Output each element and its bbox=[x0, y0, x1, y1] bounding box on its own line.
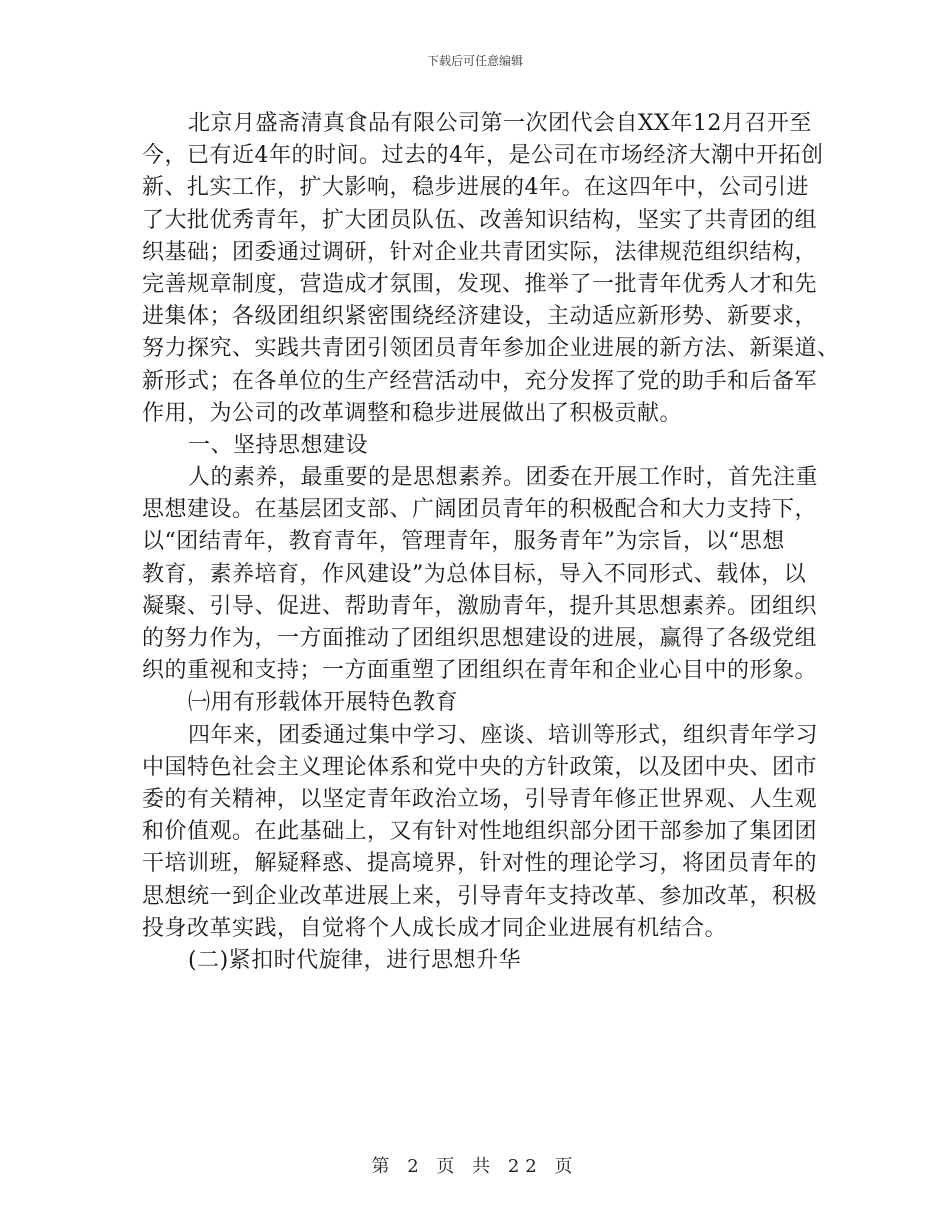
text-line: 思想统一到企业改革进展上来，引导青年支持改革、参加改革，积极 bbox=[142, 883, 818, 909]
text-line: 北京月盛斋清真食品有限公司第一次团代会自XX年12月召开至 bbox=[188, 111, 812, 136]
text-line: (二)紧扣时代旋律，进行思想升华 bbox=[188, 947, 522, 973]
text-line: 作用，为公司的改革调整和稳步进展做出了积极贡献。 bbox=[142, 400, 683, 426]
text-line: 新形式；在各单位的生产经营活动中，充分发挥了党的助手和后备军 bbox=[142, 368, 818, 394]
text-line: 了大批优秀青年，扩大团员队伍、改善知识结构，坚实了共青团的组 bbox=[142, 207, 818, 233]
text-line: 思想建设。在基层团支部、广阔团员青年的积极配合和大力支持下， bbox=[142, 497, 818, 523]
text-line: 织基础；团委通过调研，针对企业共青团实际，法律规范组织结构， bbox=[142, 239, 818, 265]
text-line: 教育，素养培育，作风建设”为总体目标，导入不同形式、载体，以 bbox=[142, 561, 807, 587]
text-line: 凝聚、引导、促进、帮助青年，激励青年，提升其思想素养。团组织 bbox=[142, 593, 818, 619]
text-line: 完善规章制度，营造成才氛围，发现、推举了一批青年优秀人才和先 bbox=[142, 271, 818, 297]
text-line: 一、坚持思想建设 bbox=[188, 432, 369, 458]
text-line: 努力探究、实践共青团引领团员青年参加企业进展的新方法、新渠道、 bbox=[142, 336, 840, 362]
page-header: 下载后可任意编辑 bbox=[426, 54, 523, 68]
text-line: 和价值观。在此基础上，又有针对性地组织部分团干部参加了集团团 bbox=[142, 819, 818, 845]
text-line: ㈠用有形载体开展特色教育 bbox=[188, 690, 459, 716]
text-line: 的努力作为，一方面推动了团组织思想建设的进展，赢得了各级党组 bbox=[142, 626, 818, 651]
text-line: 投身改革实践，自觉将个人成长成才同企业进展有机结合。 bbox=[142, 915, 728, 941]
text-line: 以“团结青年，教育青年，管理青年，服务青年”为宗旨，以“思想 bbox=[142, 529, 785, 555]
text-line: 干培训班，解疑释惑、提高境界，针对性的理论学习，将团员青年的 bbox=[142, 851, 818, 877]
text-line: 四年来，团委通过集中学习、座谈、培训等形式，组织青年学习 bbox=[188, 722, 819, 748]
text-line: 新、扎实工作，扩大影响，稳步进展的4年。在这四年中，公司引进 bbox=[142, 175, 809, 201]
page-footer: 第 2 页 共 22 页 bbox=[371, 1156, 579, 1177]
text-line: 进集体；各级团组织紧密围绕经济建设，主动适应新形势、新要求， bbox=[142, 304, 818, 330]
document-body bbox=[142, 108, 840, 977]
text-line: 委的有关精神，以坚定青年政治立场，引导青年修正世界观、人生观 bbox=[142, 786, 818, 812]
text-line: 中国特色社会主义理论体系和党中央的方针政策，以及团中央、团市 bbox=[142, 754, 818, 780]
text-line: 人的素养，最重要的是思想素养。团委在开展工作时，首先注重 bbox=[188, 465, 819, 491]
text-line: 今，已有近4年的时间。过去的4年，是公司在市场经济大潮中开拓创 bbox=[142, 143, 824, 169]
text-line: 织的重视和支持；一方面重塑了团组织在青年和企业心目中的形象。 bbox=[142, 658, 818, 684]
